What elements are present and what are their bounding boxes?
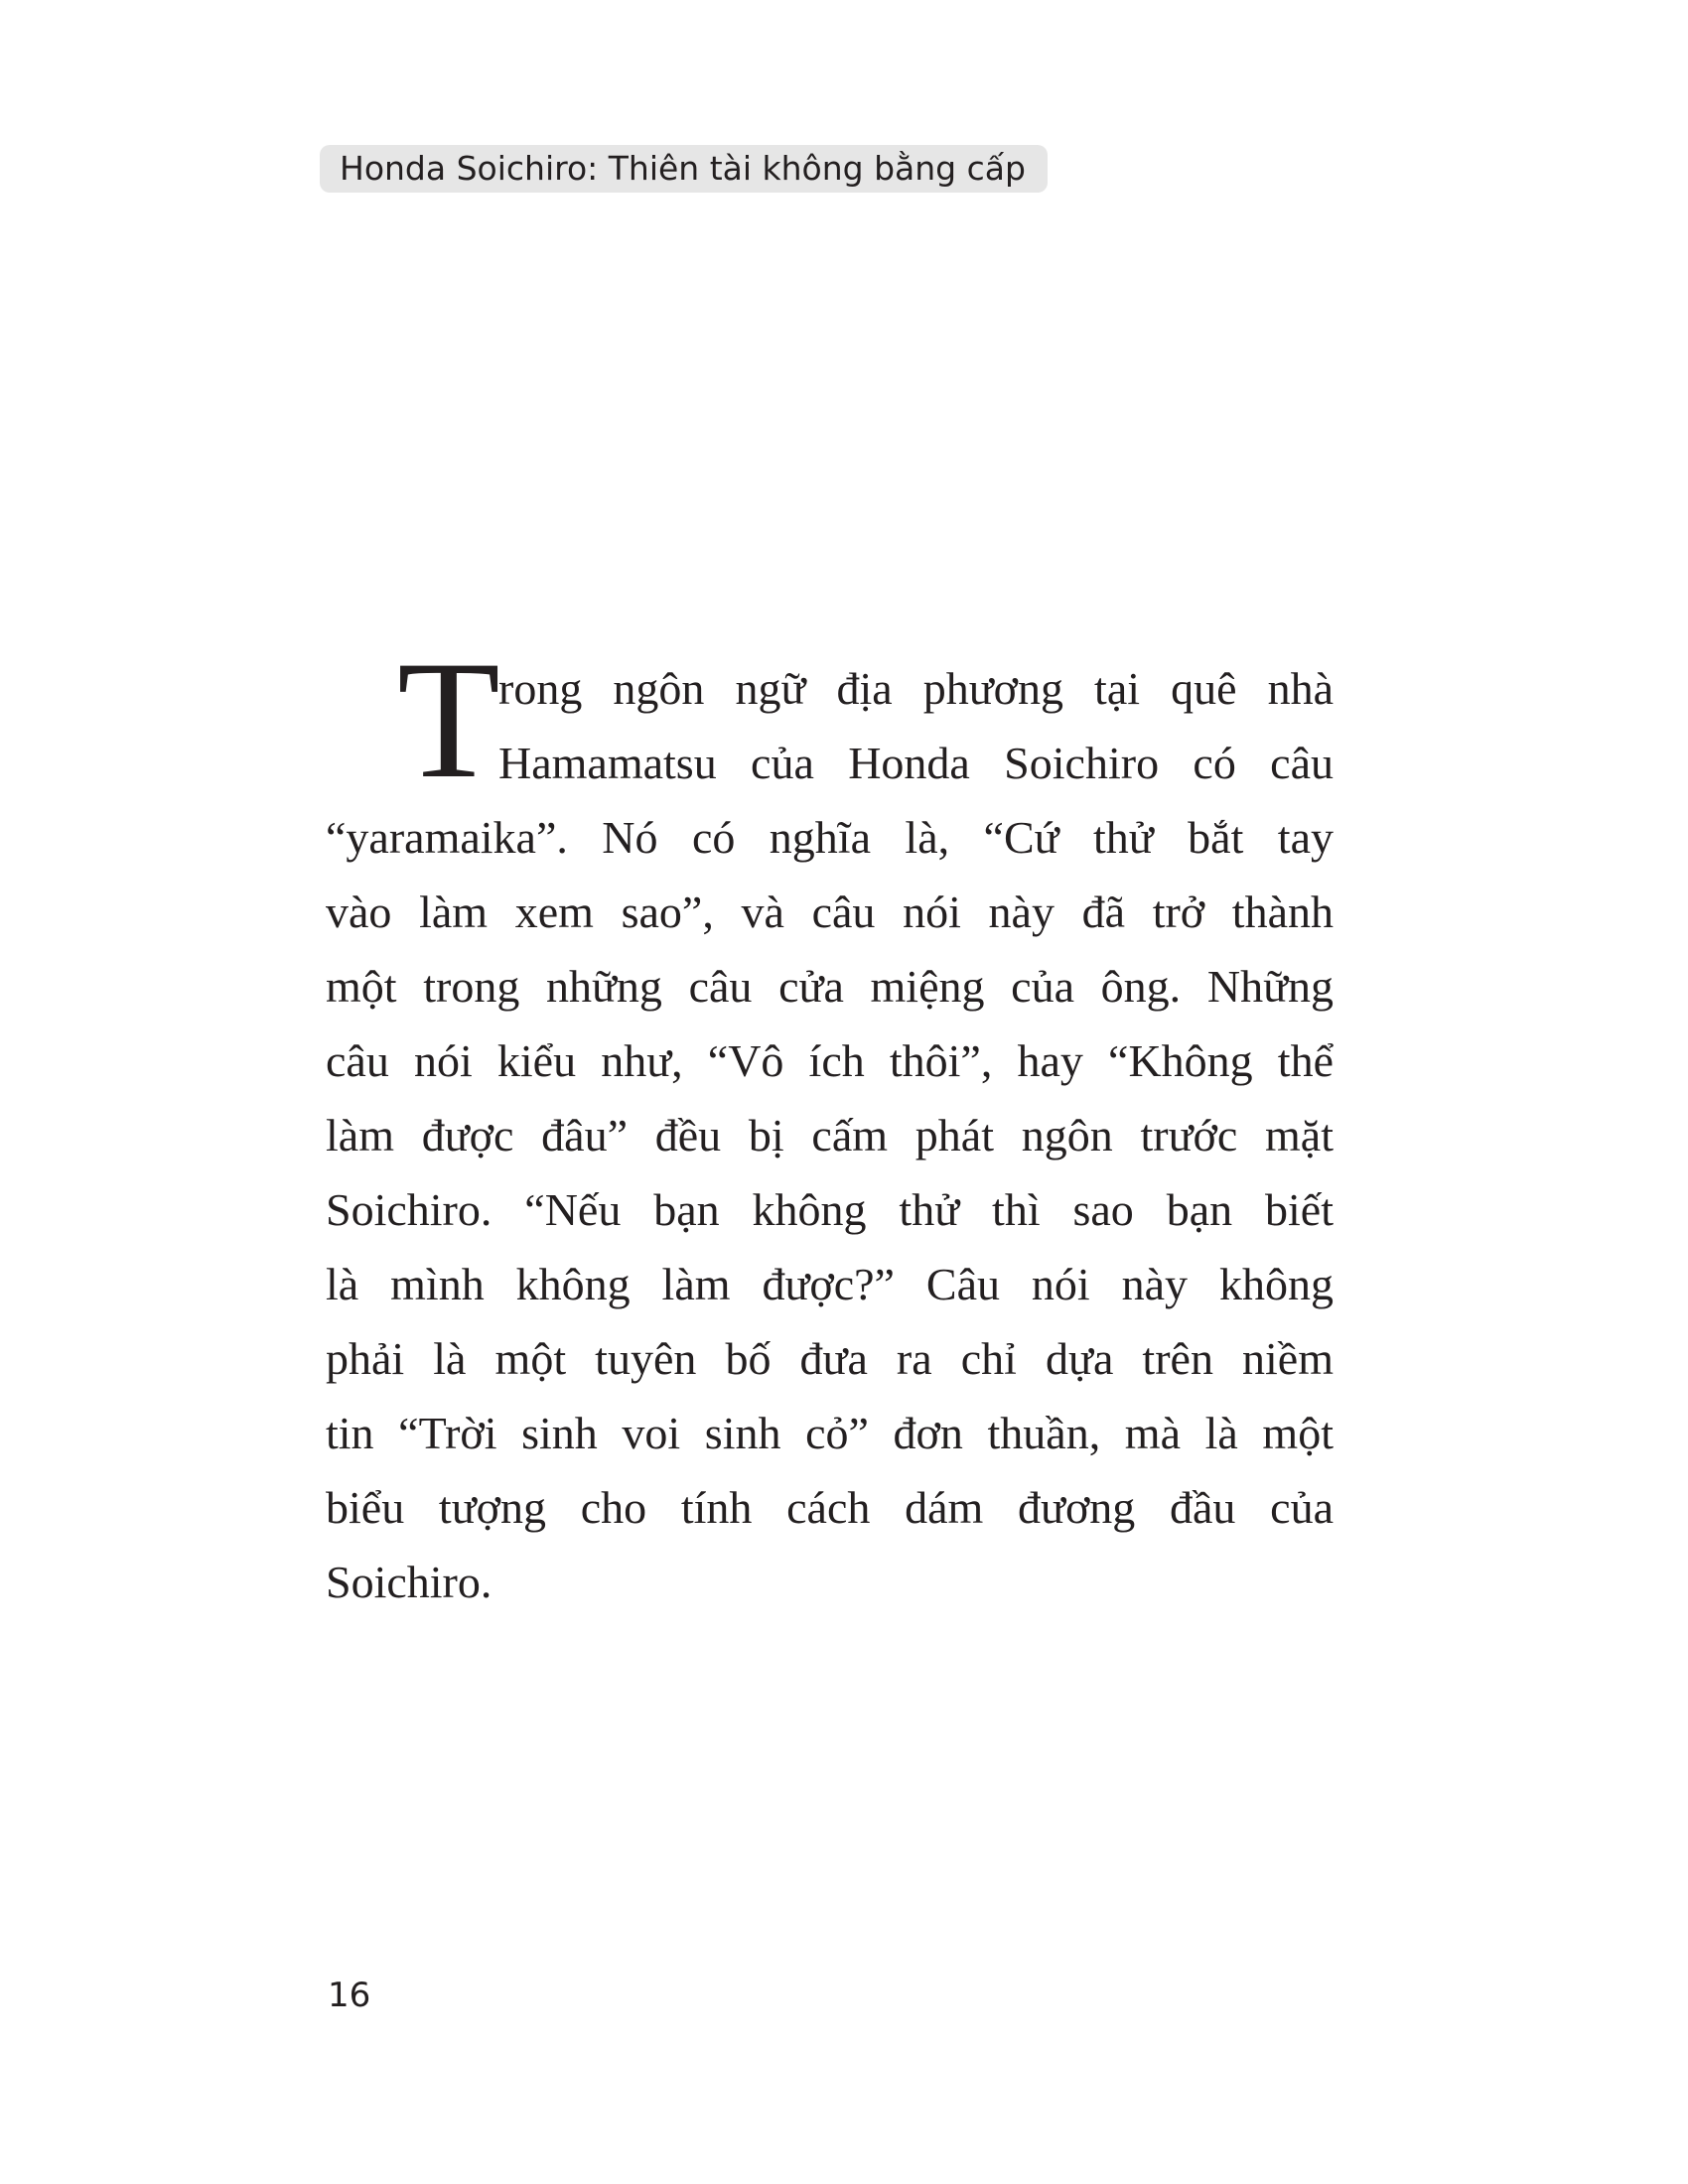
paragraph-line: Soichiro. “Nếu bạn không thử thì sao bạn biết (326, 1184, 1334, 1235)
paragraph-line: là mình không làm được?” Câu nói này không (326, 1259, 1334, 1309)
paragraph-line: một trong những câu cửa miệng của ông. Những (326, 961, 1334, 1012)
paragraph-line: câu nói kiểu như, “Vô ích thôi”, hay “Không thể (326, 1035, 1334, 1086)
paragraph-line: Hamamatsu của Honda Soichiro có câu (498, 738, 1334, 788)
paragraph-line: tin “Trời sinh voi sinh cỏ” đơn thuần, mà là một (326, 1408, 1334, 1458)
paragraph-line: phải là một tuyên bố đưa ra chỉ dựa trên niềm (326, 1333, 1334, 1384)
paragraph-line: biểu tượng cho tính cách dám đương đầu của (326, 1482, 1334, 1533)
paragraph-line: Soichiro. (326, 1557, 492, 1607)
drop-cap: T (397, 626, 500, 813)
body-paragraph (326, 651, 1334, 1619)
running-header: Honda Soichiro: Thiên tài không bằng cấp (320, 145, 1048, 193)
paragraph-line: “yaramaika”. Nó có nghĩa là, “Cứ thử bắt tay (326, 812, 1334, 863)
paragraph-line: rong ngôn ngữ địa phương tại quê nhà (498, 663, 1334, 714)
paragraph-line: vào làm xem sao”, và câu nói này đã trở thành (326, 887, 1334, 937)
paragraph-line: làm được đâu” đều bị cấm phát ngôn trước mặt (326, 1110, 1334, 1160)
page-number: 16 (328, 1976, 371, 2015)
